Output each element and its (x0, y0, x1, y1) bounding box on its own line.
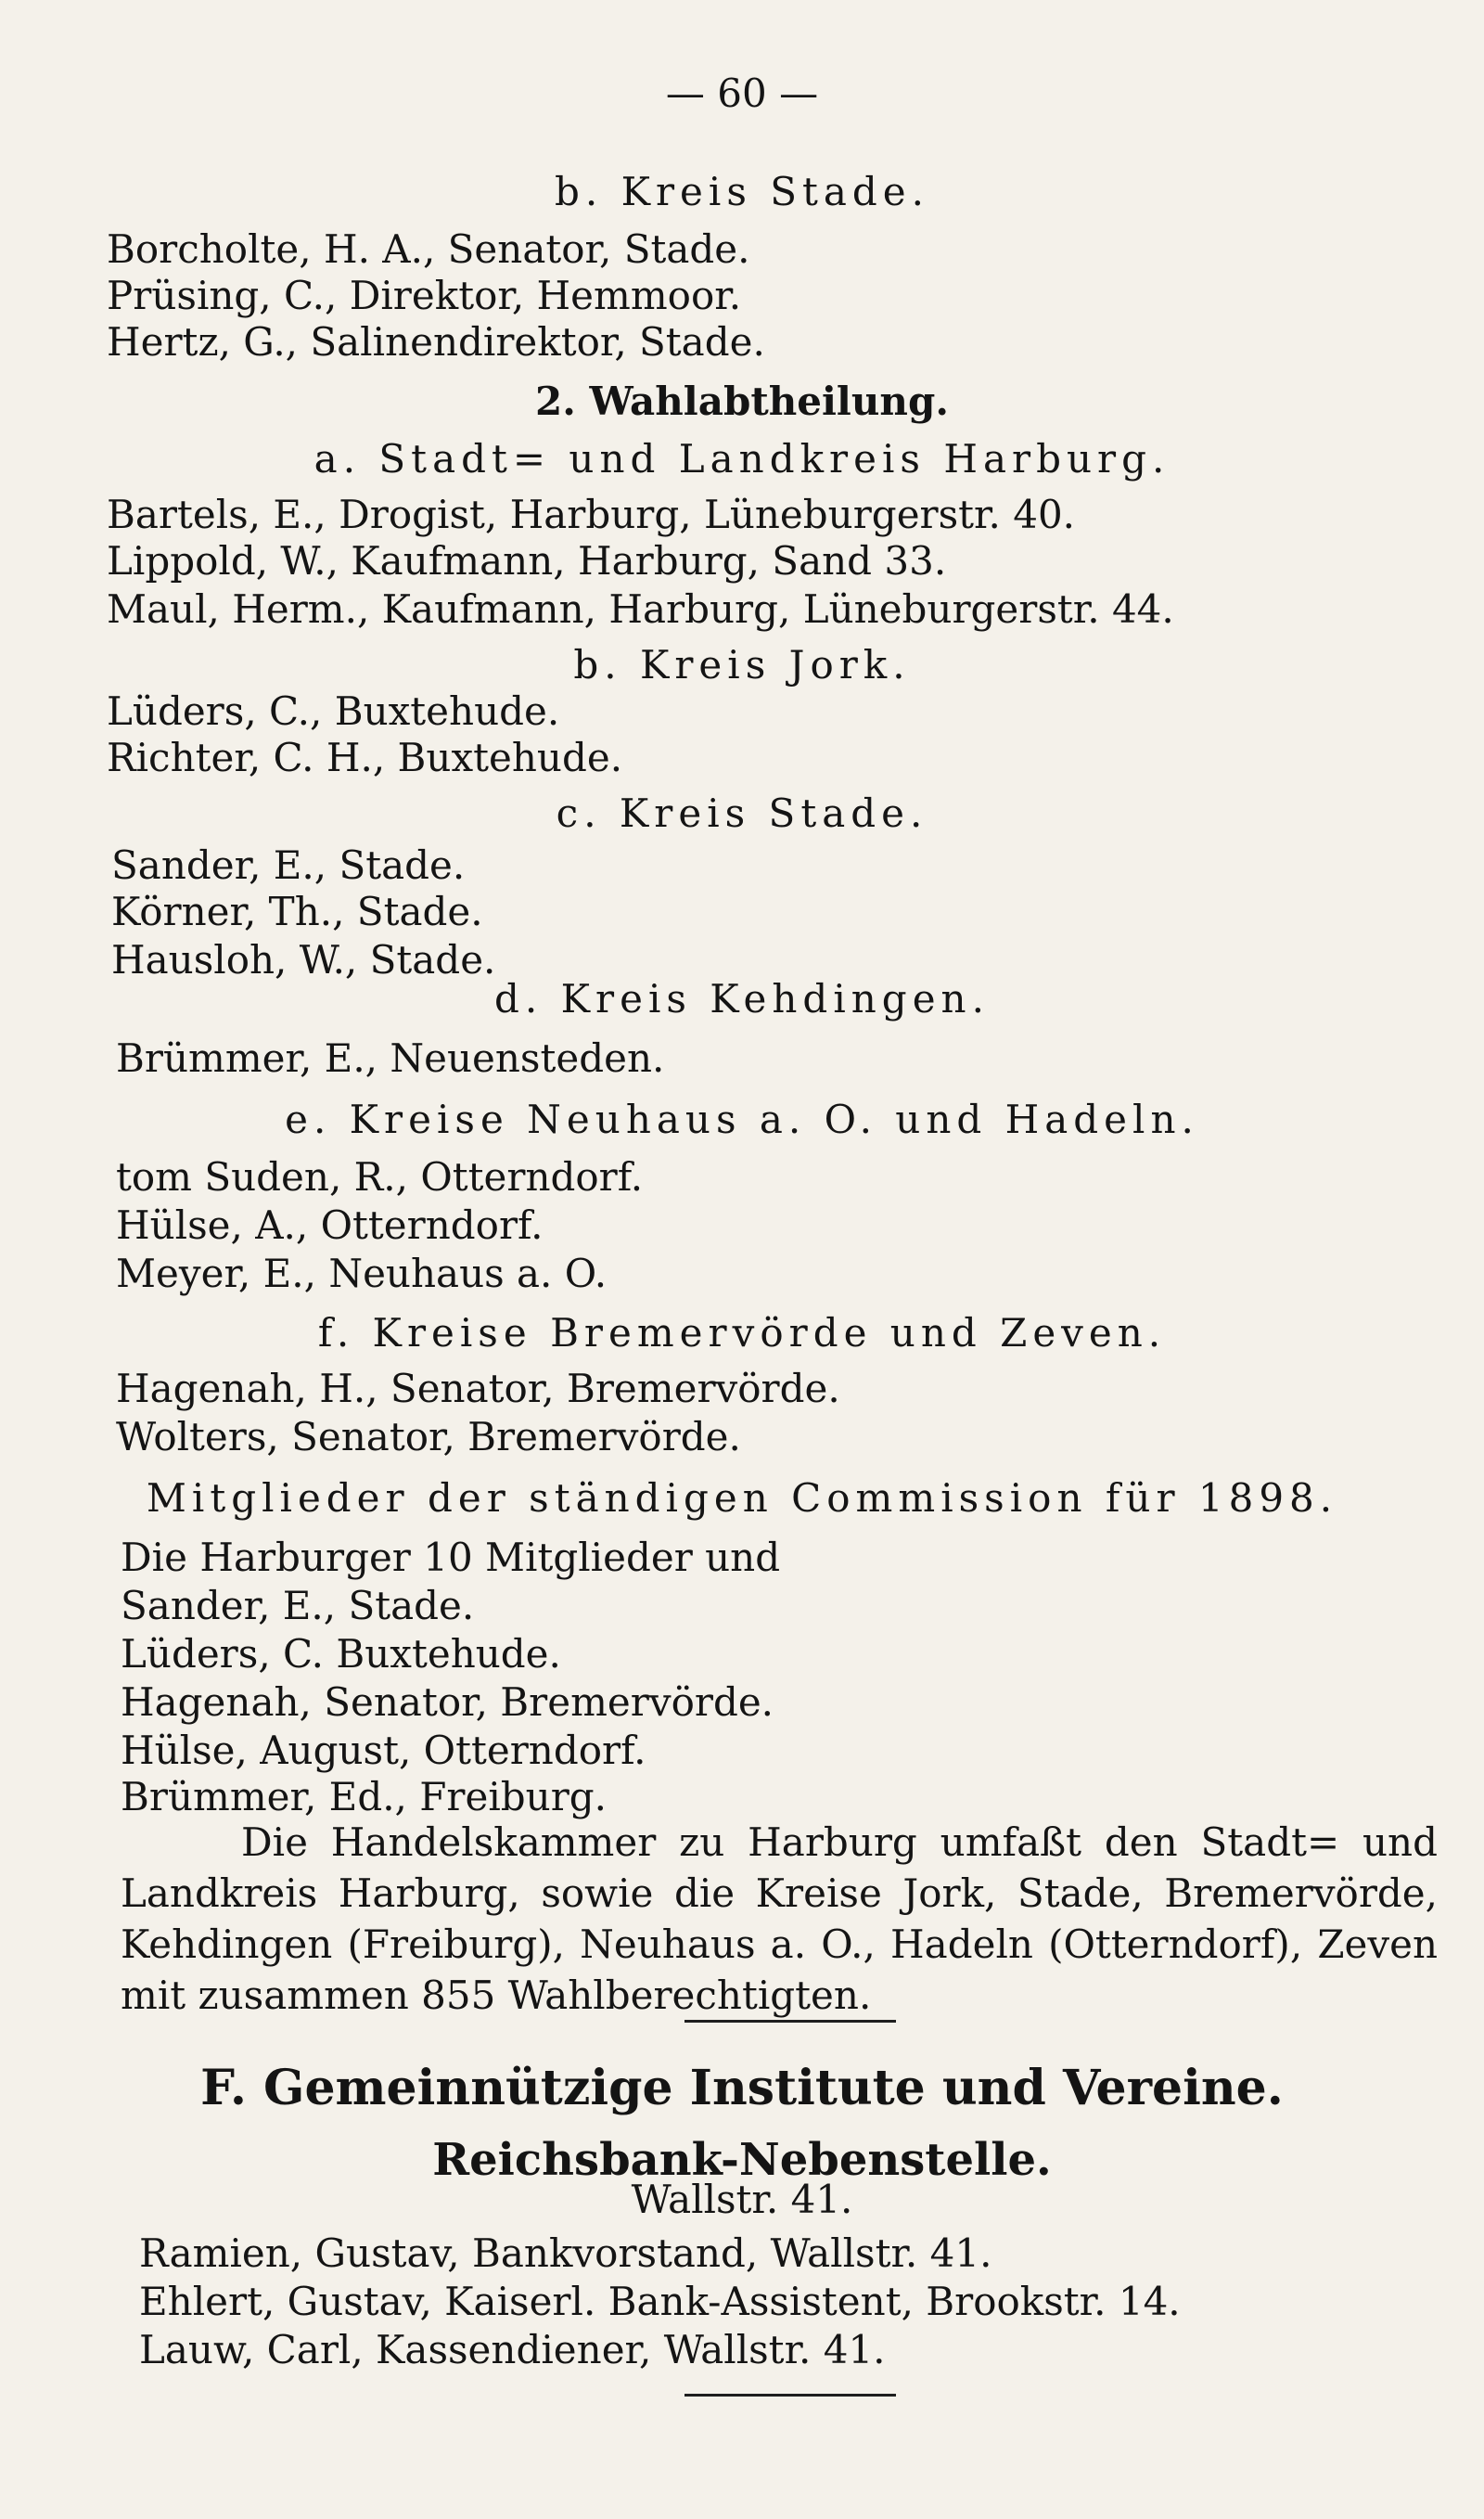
entry-line: Lippold, W., Kaufmann, Harburg, Sand 33. (107, 538, 947, 584)
entry-line: Ehlert, Gustav, Kaiserl. Bank-Assistent, Brookstr. 14. (139, 2279, 1181, 2324)
entry-line: Lüders, C., Buxtehude. (107, 688, 560, 734)
entry-line: Hagenah, H., Senator, Bremervörde. (116, 1366, 840, 1411)
address-line: Wallstr. 41. (631, 2177, 853, 2222)
entry-line: Sander, E., Stade. (121, 1583, 475, 1628)
entry-line: Maul, Herm., Kaufmann, Harburg, Lüneburgerstr. 44. (107, 586, 1174, 632)
entry-line: Lauw, Carl, Kassendiener, Wallstr. 41. (139, 2327, 886, 2372)
entry-line: Lüders, C. Buxtehude. (121, 1631, 561, 1677)
entry-line: Hülse, A., Otterndorf. (116, 1202, 544, 1248)
entry-line: Sander, E., Stade. (111, 842, 466, 888)
entry-line: Brümmer, Ed., Freiburg. (121, 1774, 608, 1819)
entry-line: Meyer, E., Neuhaus a. O. (116, 1251, 608, 1296)
entry-line: Richter, C. H., Buxtehude. (107, 735, 623, 780)
section-heading: d. Kreis Kehdingen. (494, 976, 990, 1022)
section-heading: a. Stadt= und Landkreis Harburg. (313, 436, 1171, 482)
wahlabtheilung-heading: 2. Wahlabtheilung. (535, 379, 949, 424)
section-heading: f. Kreise Bremervörde und Zeven. (317, 1310, 1167, 1356)
section-heading: b. Kreis Jork. (573, 642, 911, 688)
divider (684, 2020, 896, 2023)
entry-line: Bartels, E., Drogist, Harburg, Lüneburgerstr. 40. (107, 492, 1076, 537)
entry-line: Hausloh, W., Stade. (111, 937, 496, 983)
section-heading: e. Kreise Neuhaus a. O. und Hadeln. (285, 1097, 1199, 1142)
entry-line: Hagenah, Senator, Bremervörde. (121, 1679, 774, 1725)
entry-line: Hülse, August, Otterndorf. (121, 1728, 646, 1773)
section-heading: b. Kreis Stade. (554, 169, 929, 214)
body-paragraph: Die Handelskammer zu Harburg umfaßt den Stadt= und Landkreis Harburg, sowie die Kreise Jork, Stade, Bremervörde, Kehdingen (Freiburg), Neuhaus a. O., Hadeln (Otterndorf), Zeven mit zusammen 855 Wahlberechtigten. (121, 1819, 1438, 2018)
section-title: F. Gemeinnützige Institute und Vereine. (200, 2060, 1284, 2116)
entry-line: Körner, Th., Stade. (111, 889, 483, 934)
entry-line: tom Suden, R., Otterndorf. (116, 1154, 644, 1200)
section-subtitle: Reichsbank-Nebenstelle. (432, 2134, 1052, 2186)
page-number: — 60 — (665, 71, 819, 116)
entry-line: Ramien, Gustav, Bankvorstand, Wallstr. 41. (139, 2230, 992, 2276)
commission-heading: Mitglieder der ständigen Commission für 1898. (146, 1475, 1338, 1521)
entry-line: Borcholte, H. A., Senator, Stade. (107, 226, 750, 272)
entry-line: Brümmer, E., Neuensteden. (116, 1035, 665, 1081)
entry-line: Die Harburger 10 Mitglieder und (121, 1535, 781, 1580)
entry-line: Hertz, G., Salinendirektor, Stade. (107, 319, 765, 365)
entry-line: Prüsing, C., Direktor, Hemmoor. (107, 273, 742, 318)
entry-line: Wolters, Senator, Bremervörde. (116, 1414, 741, 1459)
section-heading: c. Kreis Stade. (556, 790, 928, 836)
divider (684, 2394, 896, 2397)
